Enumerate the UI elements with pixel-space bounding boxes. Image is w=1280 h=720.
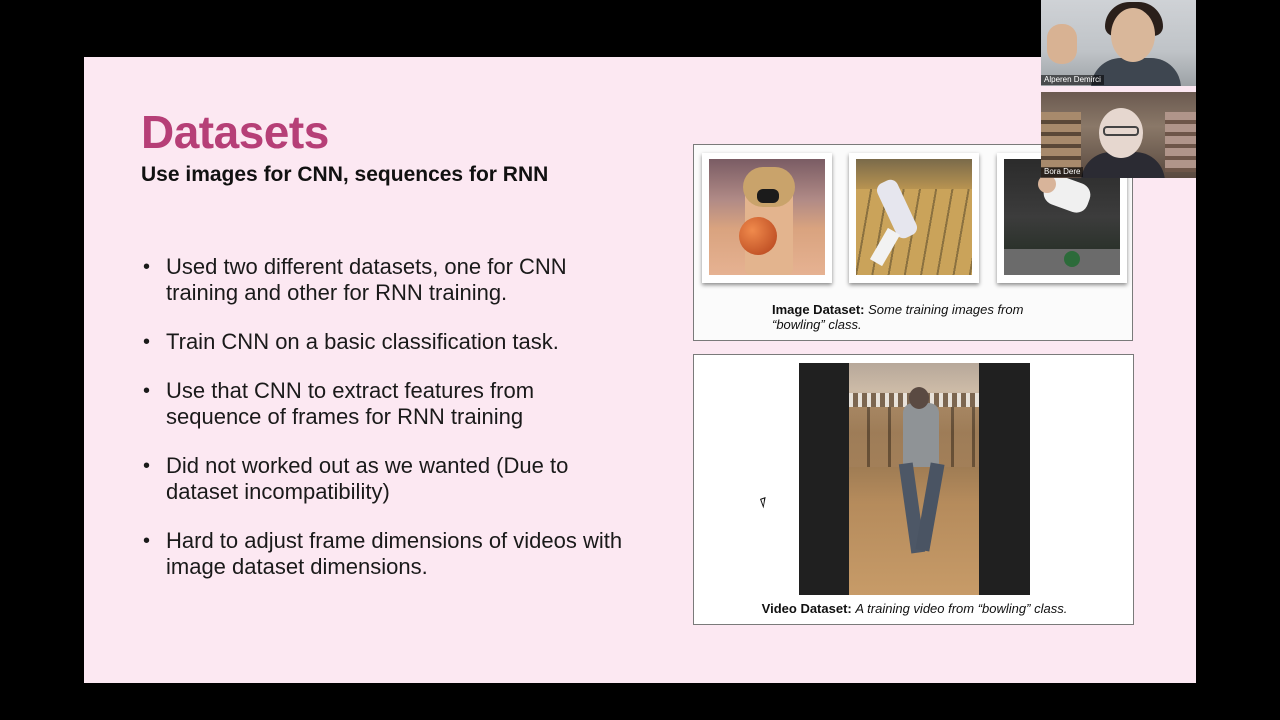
video-dataset-panel: [693, 354, 1134, 625]
participant-body: [1091, 58, 1181, 86]
video-caption-text: A training video from “bowling” class.: [855, 601, 1068, 616]
bowling-photo-2: [849, 153, 979, 283]
hand-shape: [1047, 24, 1077, 64]
presentation-slide: [84, 57, 1196, 683]
bullet-text: Use that CNN to extract features from sequence of frames for RNN training: [166, 378, 535, 429]
participant-video-tile[interactable]: [1041, 92, 1196, 178]
bowling-woman-image: [709, 159, 825, 275]
video-dataset-caption: [694, 601, 1135, 616]
bullet-text: Used two different datasets, one for CNN training and other for RNN training.: [166, 254, 567, 305]
participant-name-label: Bora Dere: [1041, 167, 1083, 177]
bullet-text: Hard to adjust frame dimensions of videos with image dataset dimensions.: [166, 528, 623, 579]
image-dataset-caption: [772, 302, 1072, 332]
participant-name-label: Alperen Demirci: [1041, 75, 1104, 85]
bullet-dot-icon: •: [143, 455, 151, 477]
bullet-item: [140, 453, 630, 505]
slide-title: Datasets: [141, 106, 329, 158]
bullet-item: [140, 254, 630, 306]
bullet-item: [140, 528, 630, 580]
video-caption-label: Video Dataset:: [761, 601, 852, 616]
bullet-item: [140, 329, 630, 355]
bowling-photo-1: [702, 153, 832, 283]
bullet-dot-icon: •: [143, 331, 151, 353]
participant-face: [1111, 8, 1155, 62]
image-caption-label: Image Dataset:: [772, 302, 865, 317]
participant-video-tile[interactable]: [1041, 0, 1196, 86]
bowling-lane-image: [856, 159, 972, 275]
bullet-dot-icon: •: [143, 256, 151, 278]
bullet-dot-icon: •: [143, 380, 151, 402]
bullet-text: Did not worked out as we wanted (Due to dataset incompatibility): [166, 453, 569, 504]
bullet-text: Train CNN on a basic classification task.: [166, 329, 559, 354]
bullet-item: [140, 378, 630, 430]
bullet-list: [140, 254, 630, 603]
bullet-dot-icon: •: [143, 530, 151, 552]
background-shelf: [1041, 112, 1081, 172]
background-shelf: [1165, 112, 1196, 172]
bowling-video-frame: [799, 363, 1030, 595]
image-caption-text: Some training images from “bowling” class.: [772, 302, 1024, 332]
participant-glasses: [1103, 126, 1139, 136]
slide-subtitle: Use images for CNN, sequences for RNN: [141, 163, 549, 186]
